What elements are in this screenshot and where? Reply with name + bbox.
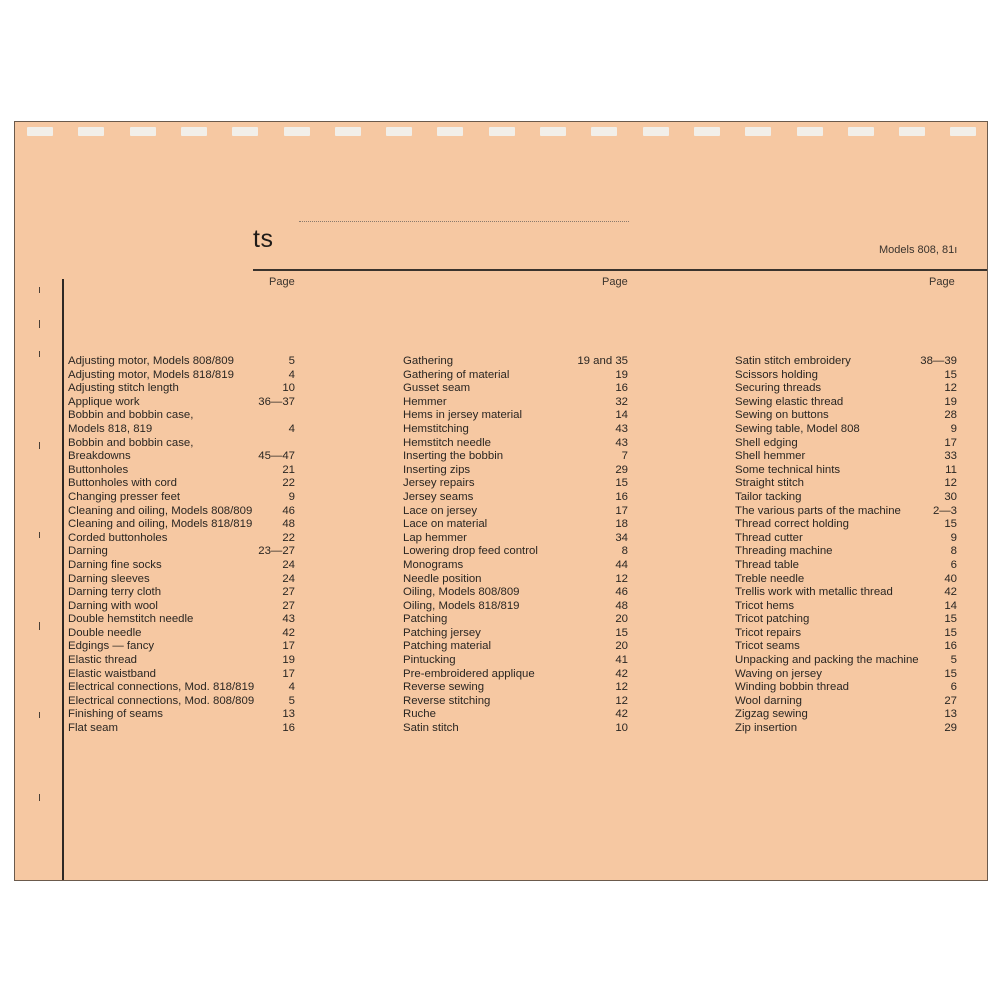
index-topic: Patching [403,613,448,626]
index-page-number: 42 [282,626,295,639]
index-topic: Tricot hems [735,599,795,612]
index-page-number: 15 [944,667,957,680]
index-entry [68,477,295,491]
index-entry [68,573,295,587]
index-entry [403,668,628,682]
left-margin-rule [62,279,64,881]
index-page-number: 24 [282,558,295,571]
index-page-number: 43 [615,436,628,449]
index-page-number: 15 [944,368,957,381]
binding-hole [848,127,874,136]
index-topic: The various parts of the machine [735,504,901,517]
index-entry [68,464,295,478]
index-entry [68,423,295,437]
index-page-number: 12 [944,477,957,490]
index-page-number: 11 [945,463,957,476]
index-topic: Hemmer [403,395,447,408]
index-topic: Finishing of seams [68,708,163,721]
index-entry [735,586,957,600]
index-entry [68,437,295,451]
index-entry [735,355,957,369]
index-topic: Inserting zips [403,463,471,476]
index-entry [735,640,957,654]
index-page-number: 20 [615,640,628,653]
index-topic: Zip insertion [735,722,798,735]
index-entry [403,505,628,519]
binding-hole [489,127,515,136]
index-entry [735,627,957,641]
index-entry [403,423,628,437]
page-title: ts [253,225,274,253]
index-entry [735,505,957,519]
index-page-number: 20 [615,613,628,626]
index-topic: Zigzag sewing [735,708,808,721]
index-topic: Securing threads [735,382,822,395]
index-topic: Reverse stitching [403,694,491,707]
index-topic: Models 818, 819 [68,422,153,435]
index-entry [403,477,628,491]
index-page-number: 4 [288,422,295,435]
index-topic: Threading machine [735,545,833,558]
index-entry [403,464,628,478]
index-entry [68,518,295,532]
index-topic: Lace on material [403,518,488,531]
index-entry [68,559,295,573]
index-topic: Darning terry cloth [68,586,162,599]
index-entry [68,613,295,627]
models-label: Models 808, 81ı [879,244,958,256]
index-topic: Oiling, Models 808/809 [403,586,520,599]
index-page-number: 12 [615,572,628,585]
index-entry [735,559,957,573]
index-page-number: 13 [944,708,957,721]
index-page-number: 32 [615,395,628,408]
index-topic: Elastic waistband [68,667,157,680]
index-entry [735,423,957,437]
index-topic: Satin stitch [403,722,459,735]
index-entry [403,532,628,546]
index-entry [403,695,628,709]
index-page-number: 5 [950,654,957,667]
index-page-number: 15 [615,477,628,490]
index-page-number: 17 [944,436,957,449]
binding-hole [745,127,771,136]
index-entry [403,355,628,369]
index-topic: Tricot repairs [735,626,802,639]
binding-hole [950,127,976,136]
index-page-number: 42 [615,708,628,721]
index-entry [403,545,628,559]
index-topic: Gathering [403,355,454,367]
index-page-number: 10 [282,382,295,395]
index-entry [735,668,957,682]
binding-hole [232,127,258,136]
index-entry [68,450,295,464]
index-entry [403,437,628,451]
binding-hole [694,127,720,136]
index-topic: Scissors holding [735,368,818,381]
faint-dotted-line [299,221,629,223]
index-page-number: 28 [944,409,957,422]
index-page-number: 15 [615,626,628,639]
index-entry [68,491,295,505]
index-entry [68,396,295,410]
index-entry [735,396,957,410]
index-topic: Inserting the bobbin [403,450,504,463]
page-column-heading-3: Page [929,276,955,288]
index-page-number: 46 [615,586,628,599]
index-topic: Sewing on buttons [735,409,829,422]
index-entry [403,573,628,587]
index-entry [403,722,628,736]
binding-hole [78,127,104,136]
index-page-number: 15 [944,626,957,639]
index-entry [735,600,957,614]
index-page-number: 7 [621,450,628,463]
index-page-number: 17 [282,640,295,653]
index-page-number: 27 [282,599,295,612]
index-page-number: 16 [282,722,295,735]
index-topic: Buttonholes with cord [68,477,177,490]
index-entry [68,355,295,369]
index-page-number: 18 [615,518,628,531]
index-page-number: 5 [288,355,295,367]
index-topic: Corded buttonholes [68,531,168,544]
index-entry [403,491,628,505]
index-entry [403,369,628,383]
index-topic: Changing presser feet [68,490,181,503]
index-page-number: 24 [282,572,295,585]
index-topic: Sewing table, Model 808 [735,422,860,435]
index-entry [735,532,957,546]
index-entry [68,668,295,682]
index-column-3 [735,355,957,736]
index-page-number: 19 [615,368,628,381]
index-topic: Needle position [403,572,482,585]
index-topic: Patching material [403,640,492,653]
index-entry [403,409,628,423]
index-topic: Electrical connections, Mod. 808/809 [68,694,255,707]
index-page-number: 40 [944,572,957,585]
index-entry [735,722,957,736]
index-entry [68,369,295,383]
index-entry [735,708,957,722]
index-page-number: 36—37 [258,395,295,408]
index-topic: Hemstitching [403,422,469,435]
index-page-number: 13 [282,708,295,721]
index-entry [403,708,628,722]
index-page-number: 16 [615,382,628,395]
index-page-number: 29 [944,722,957,735]
index-topic: Adjusting motor, Models 808/809 [68,355,234,367]
index-page-number: 42 [615,667,628,680]
index-entry [735,464,957,478]
index-entry [403,559,628,573]
index-entry [68,382,295,396]
index-topic: Applique work [68,395,140,408]
index-topic: Treble needle [735,572,805,585]
index-page-number: 48 [282,518,295,531]
index-entry [403,518,628,532]
binding-hole [284,127,310,136]
index-topic: Ruche [403,708,436,721]
index-topic: Winding bobbin thread [735,681,849,694]
index-page-number: 9 [950,422,957,435]
index-entry [735,369,957,383]
index-entry [735,409,957,423]
index-topic: Wool darning [735,694,802,707]
index-page-number: 8 [621,545,628,558]
index-entry [68,640,295,654]
index-page-number: 19 [282,654,295,667]
index-entry [68,600,295,614]
index-topic: Shell hemmer [735,450,806,463]
index-column-1 [68,355,295,736]
index-page-number: 5 [288,694,295,707]
index-topic: Cleaning and oiling, Models 808/809 [68,504,253,517]
binding-hole [797,127,823,136]
index-page-number: 34 [615,531,628,544]
index-page-number: 16 [615,490,628,503]
index-entry [735,545,957,559]
index-topic: Bobbin and bobbin case, [68,409,194,422]
index-entry [68,505,295,519]
index-page-number: 4 [288,368,295,381]
binding-hole [386,127,412,136]
index-page-number: 21 [282,463,295,476]
index-page-number: 23—27 [258,545,295,558]
index-page-number: 17 [282,667,295,680]
binding-hole [437,127,463,136]
binding-hole [899,127,925,136]
index-column-2 [403,355,628,736]
index-entry [68,545,295,559]
index-page-number: 22 [282,477,295,490]
index-topic: Tailor tacking [735,490,802,503]
index-page-number: 19 and 35 [577,355,628,367]
index-entry [735,437,957,451]
index-page-number: 12 [615,681,628,694]
index-entry [735,450,957,464]
index-topic: Lowering drop feed control [403,545,538,558]
index-topic: Tricot patching [735,613,810,626]
binding-hole [591,127,617,136]
index-entry [68,532,295,546]
index-page-number: 12 [615,694,628,707]
index-entry [735,681,957,695]
index-entry [403,586,628,600]
index-page-number: 6 [950,558,957,571]
index-page-number: 9 [950,531,957,544]
index-page-number: 43 [615,422,628,435]
index-entry [403,654,628,668]
index-page-number: 12 [944,382,957,395]
header-rule [253,269,988,271]
index-topic: Pre-embroidered applique [403,667,535,680]
index-topic: Gusset seam [403,382,471,395]
index-page-number: 22 [282,531,295,544]
index-page-number: 38—39 [920,355,957,367]
index-topic: Hemstitch needle [403,436,492,449]
index-topic: Breakdowns [68,450,131,463]
index-topic: Pintucking [403,654,456,667]
index-topic: Waving on jersey [735,667,822,680]
index-page-number: 4 [288,681,295,694]
index-topic: Trellis work with metallic thread [735,586,893,599]
index-topic: Monograms [403,558,464,571]
index-page-number: 48 [615,599,628,612]
index-page-number: 2—3 [932,504,957,517]
index-entry [403,627,628,641]
index-topic: Tricot seams [735,640,800,653]
index-page-number: 45—47 [258,450,295,463]
index-topic: Reverse sewing [403,681,485,694]
index-topic: Elastic thread [68,654,138,667]
index-topic: Satin stitch embroidery [735,355,851,367]
index-topic: Patching jersey [403,626,481,639]
index-topic: Lap hemmer [403,531,467,544]
binding-holes [15,122,987,144]
index-topic: Hems in jersey material [403,409,523,422]
index-topic: Double hemstitch needle [68,613,194,626]
index-entry [403,640,628,654]
index-page-number: 41 [615,654,628,667]
index-entry [735,518,957,532]
index-topic: Darning sleeves [68,572,150,585]
index-topic: Buttonholes [68,463,129,476]
index-entry [735,654,957,668]
index-topic: Shell edging [735,436,798,449]
index-entry [403,450,628,464]
index-page-number: 29 [615,463,628,476]
index-page-number: 42 [944,586,957,599]
index-page-number: 27 [282,586,295,599]
index-topic: Straight stitch [735,477,805,490]
binding-hole [335,127,361,136]
index-topic: Darning with wool [68,599,158,612]
index-topic: Adjusting stitch length [68,382,179,395]
page-column-heading-1: Page [269,276,295,288]
index-topic: Some technical hints [735,463,841,476]
index-entry [403,613,628,627]
index-page-number: 14 [944,599,957,612]
binding-hole [181,127,207,136]
index-entry [68,627,295,641]
index-page-number: 46 [282,504,295,517]
index-entry [68,708,295,722]
index-page-number: 19 [944,395,957,408]
index-topic: Cleaning and oiling, Models 818/819 [68,518,253,531]
index-page-number: 16 [944,640,957,653]
index-topic: Gathering of material [403,368,510,381]
index-entry [735,695,957,709]
index-page-number: 9 [288,490,295,503]
index-page-number: 30 [944,490,957,503]
index-topic: Flat seam [68,722,119,735]
index-entry [735,382,957,396]
binding-hole [540,127,566,136]
index-entry [735,613,957,627]
index-page-number: 44 [615,558,628,571]
index-entry [68,695,295,709]
index-topic: Adjusting motor, Models 818/819 [68,368,234,381]
index-entry [68,654,295,668]
index-topic: Thread cutter [735,531,803,544]
index-entry [68,409,295,423]
index-topic: Electrical connections, Mod. 818/819 [68,681,255,694]
binding-hole [27,127,53,136]
index-page-number: 33 [944,450,957,463]
index-entry [403,600,628,614]
index-page-number: 6 [950,681,957,694]
index-entry [403,681,628,695]
index-topic: Thread correct holding [735,518,849,531]
binding-hole [130,127,156,136]
index-entry [735,477,957,491]
index-entry [735,573,957,587]
index-page-number: 43 [282,613,295,626]
index-entry [735,491,957,505]
index-page [14,121,988,881]
index-topic: Jersey repairs [403,477,475,490]
page-column-heading-2: Page [602,276,628,288]
index-topic: Oiling, Models 818/819 [403,599,520,612]
binding-hole [643,127,669,136]
index-topic: Darning [68,545,108,558]
index-entry [403,382,628,396]
index-page-number: 10 [615,722,628,735]
index-entry [68,681,295,695]
index-topic: Darning fine socks [68,558,162,571]
index-topic: Edgings — fancy [68,640,155,653]
index-page-number: 8 [950,545,957,558]
index-topic: Double needle [68,626,142,639]
index-topic: Sewing elastic thread [735,395,844,408]
index-entry [403,396,628,410]
index-topic: Unpacking and packing the machine [735,654,919,667]
index-page-number: 15 [944,518,957,531]
index-entry [68,586,295,600]
index-page-number: 15 [944,613,957,626]
index-topic: Thread table [735,558,799,571]
index-page-number: 17 [615,504,628,517]
index-topic: Lace on jersey [403,504,478,517]
index-entry [68,722,295,736]
index-page-number: 27 [944,694,957,707]
index-page-number: 14 [615,409,628,422]
index-topic: Jersey seams [403,490,474,503]
index-topic: Bobbin and bobbin case, [68,436,194,449]
